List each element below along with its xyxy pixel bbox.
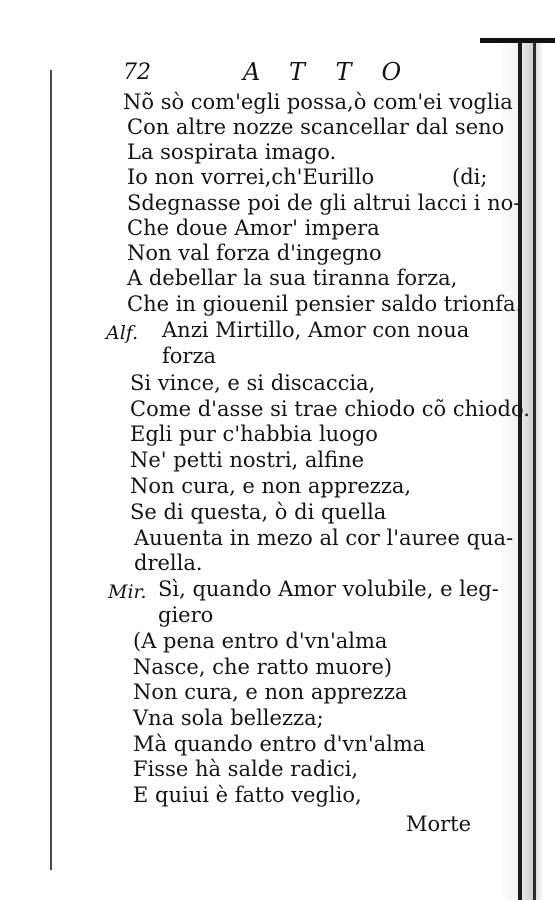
speaker-label: Mir.	[108, 581, 147, 603]
verse-line: Anzi Mirtillo, Amor con noua	[162, 318, 470, 342]
verse-line: drella.	[134, 551, 203, 575]
verse-line: Non cura, e non apprezza,	[130, 474, 412, 498]
running-title: ATTO	[243, 58, 432, 86]
book-gutter-shadow	[500, 38, 555, 900]
page-number: 72	[123, 60, 151, 85]
verse-line: Che doue Amor' impera	[127, 216, 380, 240]
verse-line: Mà quando entro d'vn'alma	[133, 732, 426, 756]
catchword: Morte	[406, 812, 472, 836]
gutter-line	[518, 40, 522, 900]
verse-line: A debellar la sua tiranna forza,	[127, 266, 458, 290]
page-edge-top	[480, 38, 555, 43]
verse-line: giero	[158, 603, 214, 627]
verse-line: Egli pur c'habbia luogo	[130, 422, 378, 446]
verse-line: Nõ sò com'egli possa,ò com'ei voglia	[123, 90, 513, 114]
verse-line: forza	[162, 344, 217, 368]
verse-line: Io non vorrei,ch'Eurillo	[127, 165, 375, 189]
verse-line: La sospirata imago.	[127, 140, 337, 164]
verse-line: Vna sola bellezza;	[133, 706, 324, 730]
verse-line: Fisse hà salde radici,	[133, 757, 359, 781]
verse-line: (A pena entro d'vn'alma	[133, 629, 388, 653]
verse-line: Con altre nozze scancellar dal seno	[127, 115, 505, 139]
gutter-line-outer	[533, 38, 536, 900]
verse-line: Se di questa, ò di quella	[130, 500, 387, 524]
verse-line: Non cura, e non apprezza	[133, 680, 408, 704]
verse-line: Non val forza d'ingegno	[127, 241, 382, 265]
verse-line: Si vince, e si discaccia,	[130, 371, 376, 395]
verse-line-turnover: (di;	[452, 165, 488, 189]
verse-line: E quiui è fatto veglio,	[133, 783, 362, 807]
speaker-label: Alf.	[106, 322, 139, 344]
verse-line: Sdegnasse poi de gli altrui lacci i no-	[127, 191, 521, 215]
verse-line: Auuenta in mezo al cor l'auree qua-	[134, 526, 514, 550]
verse-line: Ne' petti nostri, alfine	[130, 448, 365, 472]
verse-line: Sì, quando Amor volubile, e leg-	[158, 577, 499, 601]
verse-line: Come d'asse si trae chiodo cõ chiodo.	[130, 397, 530, 421]
verse-line: Nasce, che ratto muore)	[133, 655, 393, 679]
verse-line: Che in giouenil pensier saldo trionfa.	[127, 292, 523, 316]
left-page-edge	[50, 70, 52, 870]
